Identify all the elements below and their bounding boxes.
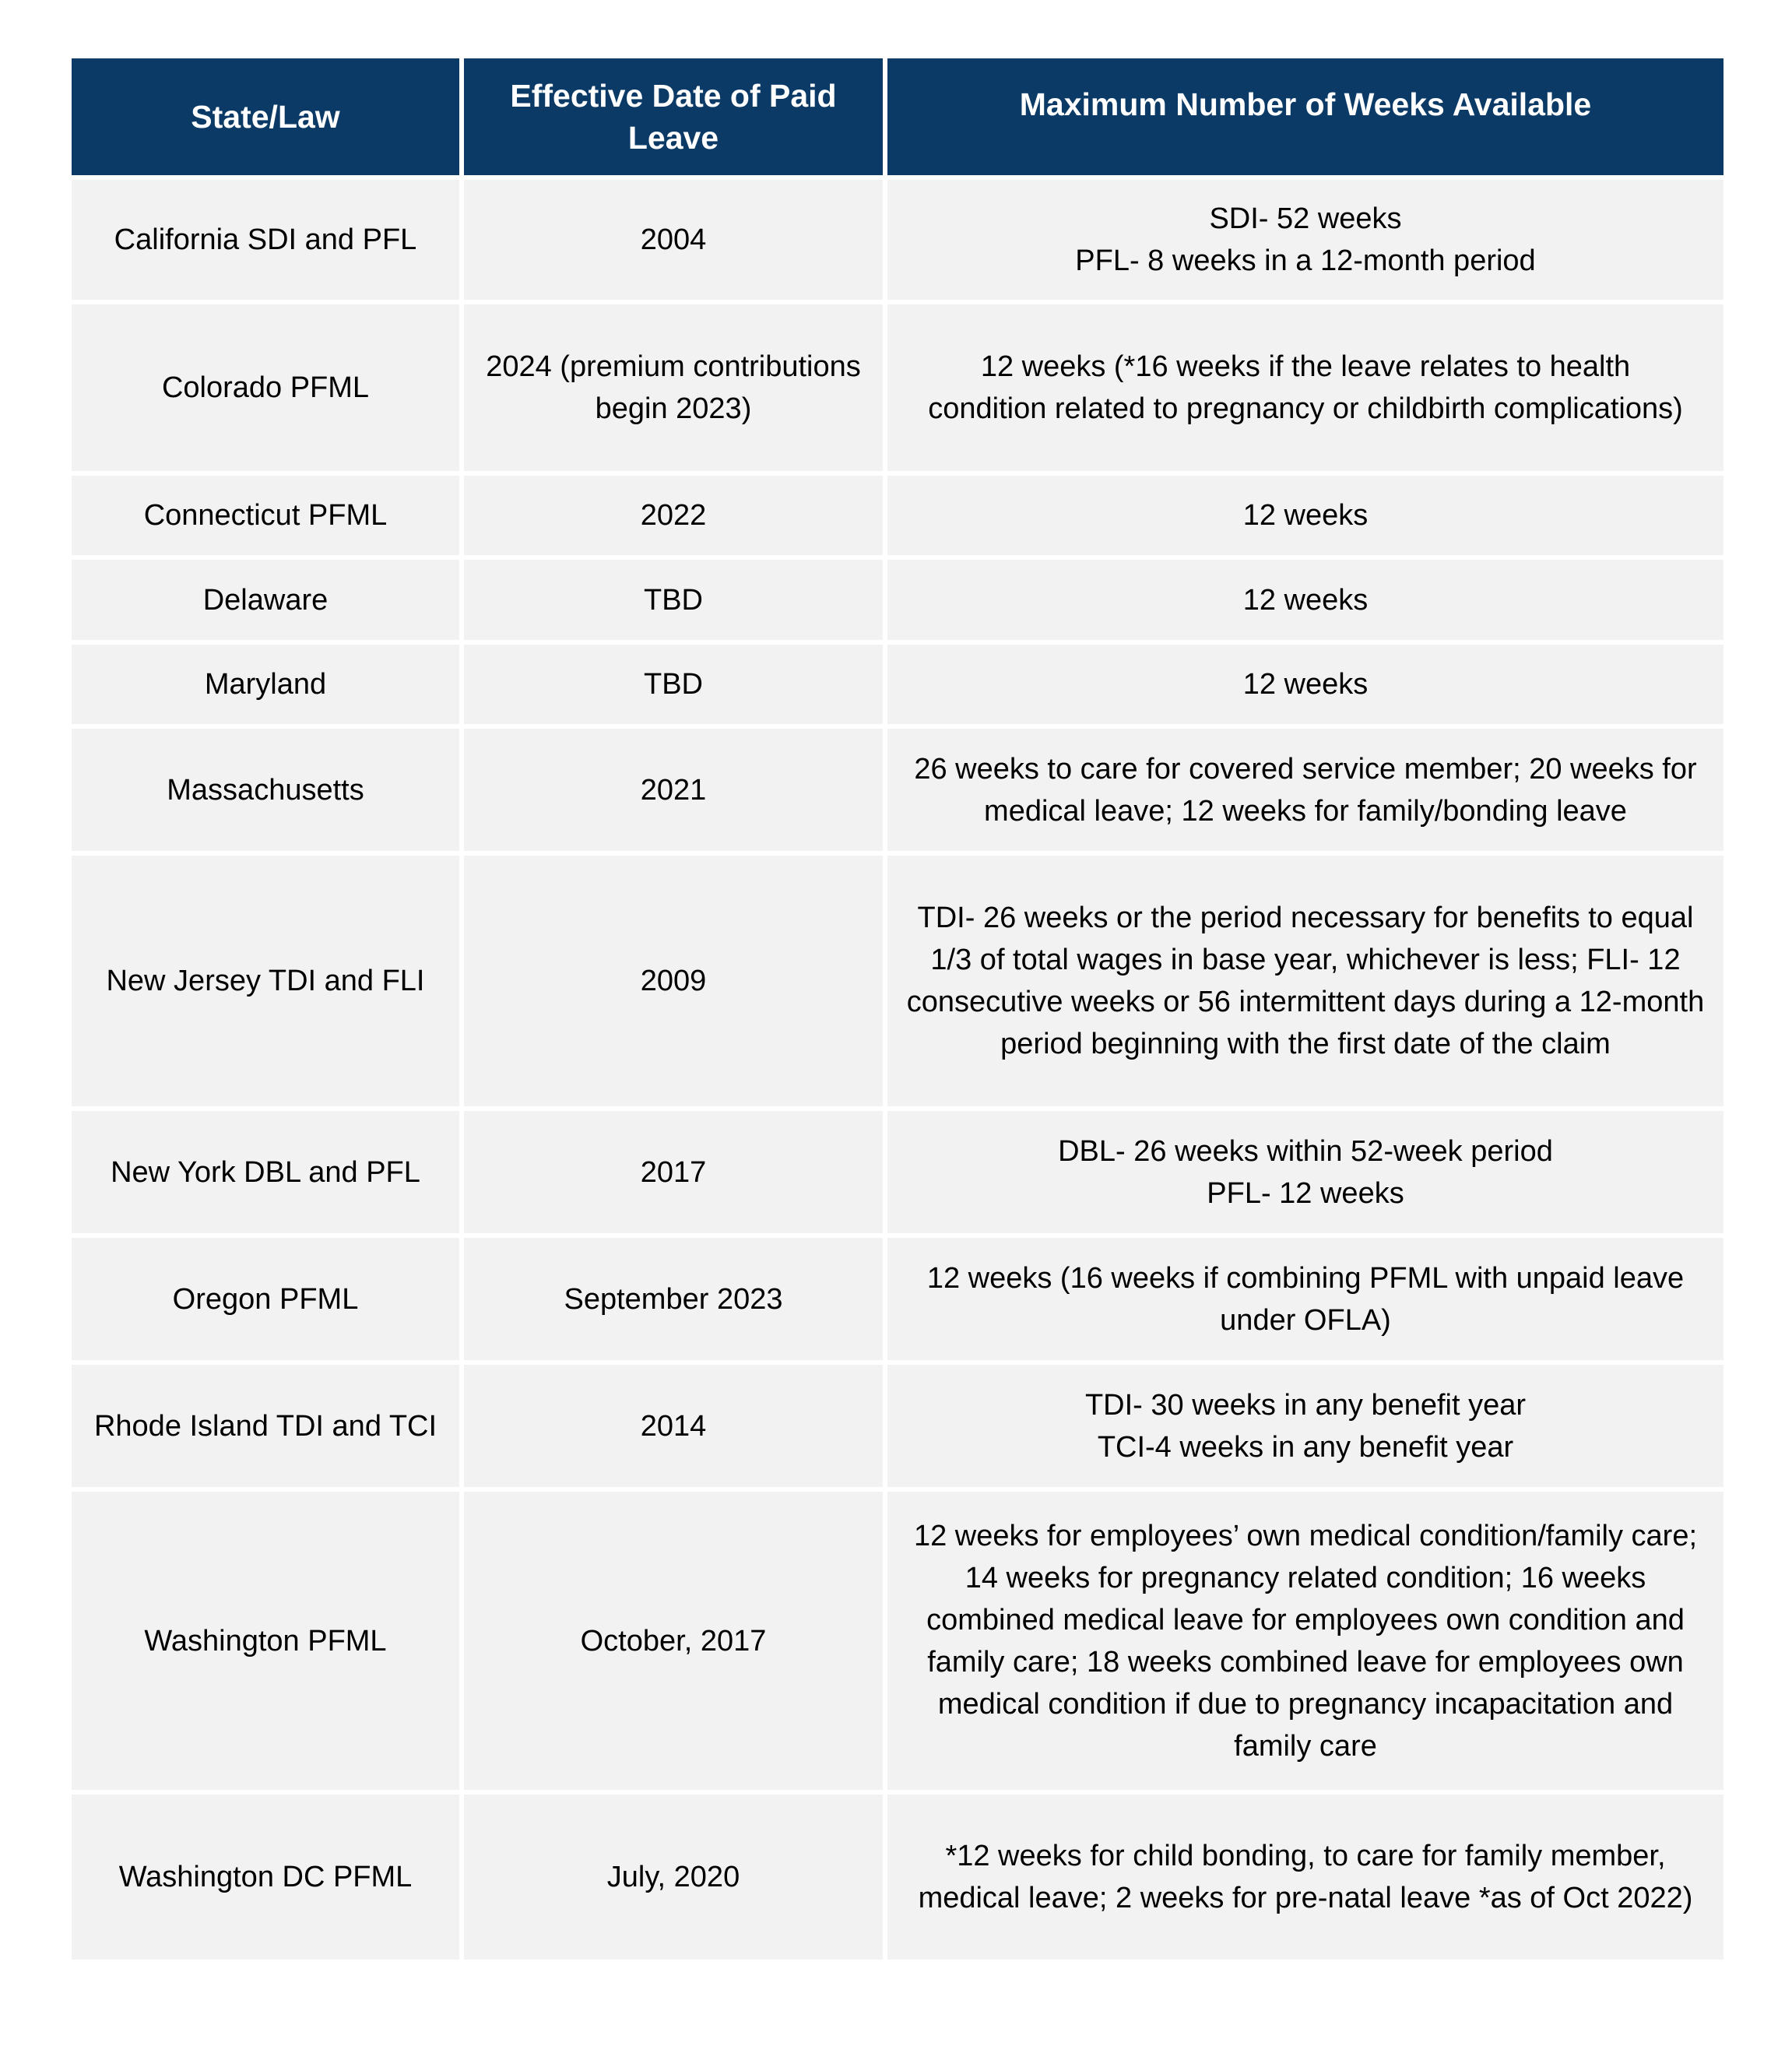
date-cell: October, 2017 [464, 1492, 883, 1790]
state-cell: Massachusetts [72, 729, 459, 851]
weeks-cell: TDI- 30 weeks in any benefit year TCI-4 weeks in any benefit year [887, 1365, 1723, 1487]
state-cell: New Jersey TDI and FLI [72, 856, 459, 1106]
weeks-cell: 26 weeks to care for covered service member; 20 weeks for medical leave; 12 weeks for family/bonding leave [887, 729, 1723, 851]
date-cell: 2014 [464, 1365, 883, 1487]
table-row [72, 856, 1723, 1106]
date-cell: July, 2020 [464, 1795, 883, 1960]
state-cell: Colorado PFML [72, 304, 459, 471]
header-state-law: State/Law [72, 58, 459, 175]
state-cell: Connecticut PFML [72, 476, 459, 555]
table-row [72, 476, 1723, 555]
weeks-cell: DBL- 26 weeks within 52-week period PFL- 12 weeks [887, 1111, 1723, 1233]
table-body [72, 180, 1723, 1960]
state-cell: California SDI and PFL [72, 180, 459, 300]
weeks-cell: TDI- 26 weeks or the period necessary for benefits to equal 1/3 of total wages in base year, whichever is less; FLI- 12 consecutive weeks or 56 intermittent days during a 12-month period beginning with the first date of the claim [887, 856, 1723, 1106]
weeks-cell: SDI- 52 weeks PFL- 8 weeks in a 12-month period [887, 180, 1723, 300]
weeks-cell: 12 weeks (16 weeks if combining PFML with unpaid leave under OFLA) [887, 1238, 1723, 1360]
state-cell: Maryland [72, 645, 459, 724]
weeks-cell: *12 weeks for child bonding, to care for family member, medical leave; 2 weeks for pre-natal leave *as of Oct 2022) [887, 1795, 1723, 1960]
weeks-cell: 12 weeks (*16 weeks if the leave relates to health condition related to pregnancy or childbirth complications) [887, 304, 1723, 471]
date-cell: 2022 [464, 476, 883, 555]
table-row [72, 1238, 1723, 1360]
date-cell: TBD [464, 645, 883, 724]
table-row [72, 180, 1723, 300]
header-row [72, 58, 1723, 175]
date-cell: 2004 [464, 180, 883, 300]
header-max-weeks: Maximum Number of Weeks Available [887, 58, 1723, 175]
table-row [72, 645, 1723, 724]
table-row [72, 1795, 1723, 1960]
paid-leave-table [67, 54, 1728, 1964]
table-row [72, 304, 1723, 471]
date-cell: 2021 [464, 729, 883, 851]
date-cell: TBD [464, 560, 883, 640]
state-cell: New York DBL and PFL [72, 1111, 459, 1233]
state-cell: Delaware [72, 560, 459, 640]
state-cell: Oregon PFML [72, 1238, 459, 1360]
table-row [72, 1492, 1723, 1790]
state-cell: Washington DC PFML [72, 1795, 459, 1960]
date-cell: 2024 (premium contributions begin 2023) [464, 304, 883, 471]
date-cell: 2017 [464, 1111, 883, 1233]
weeks-cell: 12 weeks [887, 560, 1723, 640]
table-row [72, 729, 1723, 851]
table-row [72, 560, 1723, 640]
date-cell: September 2023 [464, 1238, 883, 1360]
table-header [72, 58, 1723, 175]
table-row [72, 1365, 1723, 1487]
state-cell: Washington PFML [72, 1492, 459, 1790]
table-row [72, 1111, 1723, 1233]
date-cell: 2009 [464, 856, 883, 1106]
state-cell: Rhode Island TDI and TCI [72, 1365, 459, 1487]
weeks-cell: 12 weeks for employees’ own medical condition/family care; 14 weeks for pregnancy related condition; 16 weeks combined medical leave for employees own condition and family care; 18 weeks combined leave for employees own medical condition if due to pregnancy incapacitation and family care [887, 1492, 1723, 1790]
weeks-cell: 12 weeks [887, 476, 1723, 555]
header-effective-date: Effective Date of Paid Leave [464, 58, 883, 175]
weeks-cell: 12 weeks [887, 645, 1723, 724]
